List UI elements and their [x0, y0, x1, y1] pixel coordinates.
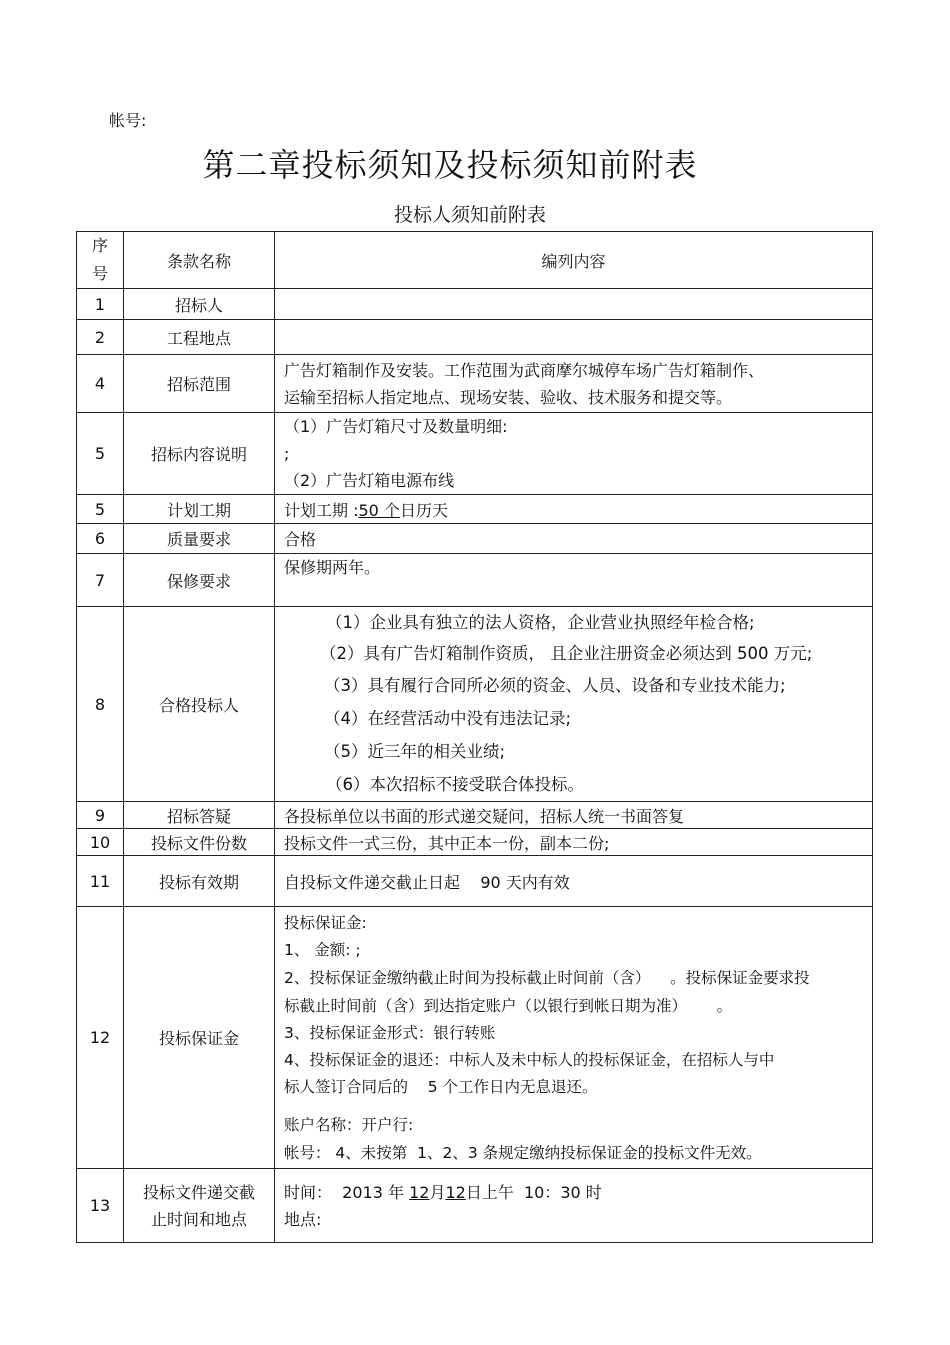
table-row	[77, 607, 873, 802]
row-content	[275, 289, 873, 320]
header-clause-name: 条款名称	[124, 232, 275, 289]
table-row	[77, 495, 873, 524]
row-clause-name: 招标答疑	[124, 802, 275, 829]
deadline-day: 12	[445, 1182, 466, 1202]
row-number: 5	[77, 413, 124, 495]
row-clause-name: 质量要求	[124, 524, 275, 554]
row-number: 2	[77, 320, 124, 355]
table-row	[77, 524, 873, 554]
row-number: 11	[77, 856, 124, 907]
row-clause-name: 合格投标人	[124, 607, 275, 802]
table-title: 投标人须知前附表	[393, 204, 546, 226]
row-clause-name: 投标有效期	[124, 856, 275, 907]
row-clause-name: 计划工期	[124, 495, 275, 524]
row-content: 计划工期 :50 个日历天	[275, 495, 873, 524]
table-header-row	[77, 232, 873, 289]
table-row	[77, 856, 873, 907]
bid-notice-table	[76, 231, 873, 1243]
row-number: 6	[77, 524, 124, 554]
row-number: 10	[77, 829, 124, 856]
row-content: （1）企业具有独立的法人资格，企业营业执照经年检合格; （2）具有广告灯箱制作资质， 且企业注册资金必须达到 500 万元; （3）具有履行合同所必须的资金、人员、设备和专业技术能力; （4）在经营活动中没有违法记录; （5）近三年的相关业绩; （6）本次招标不接受联合体投标。	[275, 607, 873, 802]
row-content: 投标保证金: 1、 金额: ; 2、投标保证金缴纳截止时间为投标截止时间前（含） 。投标保证金要求投 标截止时间前（含）到达指定账户（以银行到帐日期为准） 。 3、投标保证金形式：银行转账 4、投标保证金的退还：中标人及未中标人的投标保证金，在招标人与中 标人签订合同后的 5 个工作日内无息退还。 账户名称：开户行: 帐号： 4、未按第 1、2、3 条规定缴纳投标保证金的投标文件无效。	[275, 907, 873, 1169]
row-content: 投标文件一式三份，其中正本一份，副本二份;	[275, 829, 873, 856]
row-clause-name: 工程地点	[124, 320, 275, 355]
account-label: 帐号:	[109, 111, 147, 130]
table-row	[77, 907, 873, 1169]
row-content: 广告灯箱制作及安装。工作范围为武商摩尔城停车场广告灯箱制作、 运输至招标人指定地点、现场安装、验收、技术服务和提交等。	[275, 355, 873, 413]
row-content: 时间： 2013 年 12月12日上午 10：30 时 地点:	[275, 1169, 873, 1243]
page-title: 第二章投标须知及投标须知前附表	[202, 146, 698, 184]
duration-value: 50 个	[358, 500, 400, 520]
row-content	[275, 320, 873, 355]
row-number: 12	[77, 907, 124, 1169]
row-number: 13	[77, 1169, 124, 1243]
row-clause-name: 保修要求	[124, 554, 275, 607]
row-number: 5	[77, 495, 124, 524]
table-row	[77, 802, 873, 829]
row-content: 各投标单位以书面的形式递交疑问，招标人统一书面答复	[275, 802, 873, 829]
table-row	[77, 289, 873, 320]
row-clause-name: 投标保证金	[124, 907, 275, 1169]
row-clause-name: 招标人	[124, 289, 275, 320]
table-row	[77, 554, 873, 607]
table-row	[77, 413, 873, 495]
table-row	[77, 829, 873, 856]
deadline-month: 12	[409, 1182, 430, 1202]
row-clause-name: 投标文件递交截 止时间和地点	[124, 1169, 275, 1243]
row-clause-name: 投标文件份数	[124, 829, 275, 856]
row-number: 4	[77, 355, 124, 413]
row-number: 8	[77, 607, 124, 802]
row-clause-name: 招标内容说明	[124, 413, 275, 495]
row-content: （1）广告灯箱尺寸及数量明细: ; （2）广告灯箱电源布线	[275, 413, 873, 495]
table-row	[77, 320, 873, 355]
row-clause-name: 招标范围	[124, 355, 275, 413]
row-number: 1	[77, 289, 124, 320]
header-content: 编列内容	[275, 232, 873, 289]
table-row	[77, 1169, 873, 1243]
row-number: 7	[77, 554, 124, 607]
row-content: 保修期两年。	[275, 554, 873, 607]
header-seq: 序 号	[77, 232, 124, 289]
row-content: 合格	[275, 524, 873, 554]
row-number: 9	[77, 802, 124, 829]
table-row	[77, 355, 873, 413]
row-content: 自投标文件递交截止日起 90 天内有效	[275, 856, 873, 907]
